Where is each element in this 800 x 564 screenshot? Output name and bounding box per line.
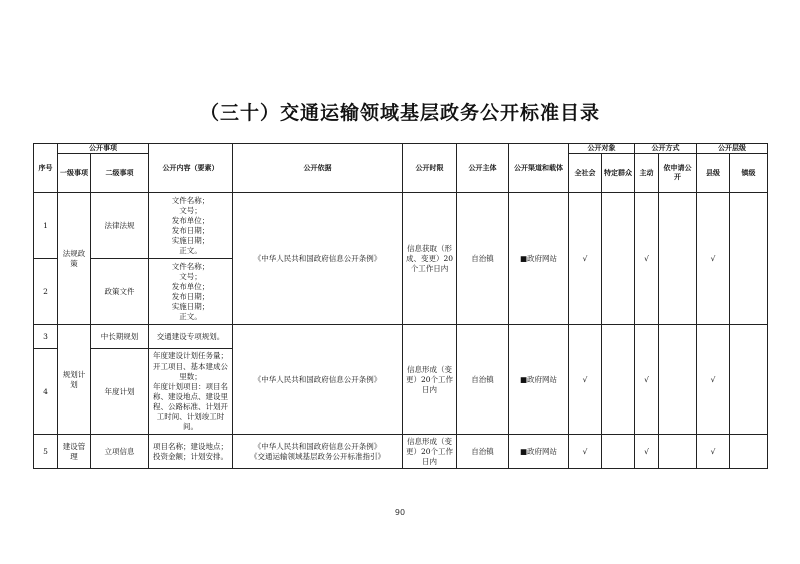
row-township (730, 325, 768, 435)
row-content: 项目名称；建设地点；投资金额；计划安排。 (149, 435, 233, 469)
row-channel: ■政府网站 (509, 193, 569, 325)
row-level1: 建设管理 (58, 435, 91, 469)
row-all-society: √ (569, 193, 602, 325)
row-subject: 自治镇 (457, 193, 509, 325)
row-county: √ (697, 193, 730, 325)
row-active: √ (635, 435, 659, 469)
header-specific-group: 特定群众 (602, 154, 635, 193)
row-level1: 规划计划 (58, 325, 91, 435)
row-on-request (659, 435, 697, 469)
row-content: 年度建设计划任务量；开工项目、基本建成公里数； 年度计划项目：项目名称、建设地点、建设里程、公路标准、计划开工时间、计划竣工时间。 (149, 349, 233, 435)
row-on-request (659, 325, 697, 435)
header-items-group: 公开事项 (58, 144, 149, 154)
header-channel: 公开渠道和载体 (509, 144, 569, 193)
header-township: 镇级 (730, 154, 768, 193)
header-seq: 序号 (34, 144, 58, 193)
header-level1: 一级事项 (58, 154, 91, 193)
header-basis: 公开依据 (233, 144, 403, 193)
row-time-limit: 信息获取（形成、变更）20个工作日内 (403, 193, 457, 325)
header-level2: 二级事项 (91, 154, 149, 193)
row-basis: 《中华人民共和国政府信息公开条例》 (233, 325, 403, 435)
table-row (34, 325, 768, 349)
row-township (730, 435, 768, 469)
row-all-society: √ (569, 325, 602, 435)
page-number: 90 (394, 508, 406, 517)
row-county: √ (697, 325, 730, 435)
row-specific-group (602, 325, 635, 435)
row-level2: 中长期规划 (91, 325, 149, 349)
table-row (34, 435, 768, 469)
row-specific-group (602, 435, 635, 469)
header-audience-group: 公开对象 (569, 144, 635, 154)
header-level-group: 公开层级 (697, 144, 768, 154)
header-all-society: 全社会 (569, 154, 602, 193)
row-level2: 立项信息 (91, 435, 149, 469)
header-time-limit: 公开时限 (403, 144, 457, 193)
header-county: 县级 (697, 154, 730, 193)
row-content: 文件名称； 文号； 发布单位； 发布日期； 实施日期； 正文。 (149, 193, 233, 259)
row-seq: 3 (34, 325, 58, 349)
row-subject: 自治镇 (457, 325, 509, 435)
row-seq: 2 (34, 259, 58, 325)
row-level2: 年度计划 (91, 349, 149, 435)
row-subject: 自治镇 (457, 435, 509, 469)
row-active: √ (635, 325, 659, 435)
row-level1: 法规政策 (58, 193, 91, 325)
row-basis: 《中华人民共和国政府信息公开条例》 《交通运输领域基层政务公开标准指引》 (233, 435, 403, 469)
catalog-table (33, 143, 768, 469)
row-channel: ■政府网站 (509, 435, 569, 469)
header-method-group: 公开方式 (635, 144, 697, 154)
row-time-limit: 信息形成（变更）20个工作日内 (403, 435, 457, 469)
row-county: √ (697, 435, 730, 469)
row-seq: 1 (34, 193, 58, 259)
row-level2: 法律法规 (91, 193, 149, 259)
header-on-request: 依申请公开 (659, 154, 697, 193)
row-on-request (659, 193, 697, 325)
row-content: 文件名称； 文号； 发布单位； 发布日期； 实施日期； 正文。 (149, 259, 233, 325)
header-subject: 公开主体 (457, 144, 509, 193)
header-active: 主动 (635, 154, 659, 193)
row-township (730, 193, 768, 325)
row-time-limit: 信息形成（变更）20个工作日内 (403, 325, 457, 435)
row-level2: 政策文件 (91, 259, 149, 325)
row-seq: 4 (34, 349, 58, 435)
row-specific-group (602, 193, 635, 325)
page-title: （三十）交通运输领域基层政务公开标准目录 (199, 102, 600, 124)
row-active: √ (635, 193, 659, 325)
row-content: 交通建设专项规划。 (149, 325, 233, 349)
row-channel: ■政府网站 (509, 325, 569, 435)
row-all-society: √ (569, 435, 602, 469)
row-seq: 5 (34, 435, 58, 469)
table-row (34, 193, 768, 259)
row-basis: 《中华人民共和国政府信息公开条例》 (233, 193, 403, 325)
header-row-top (34, 144, 768, 154)
header-content: 公开内容（要素） (149, 144, 233, 193)
